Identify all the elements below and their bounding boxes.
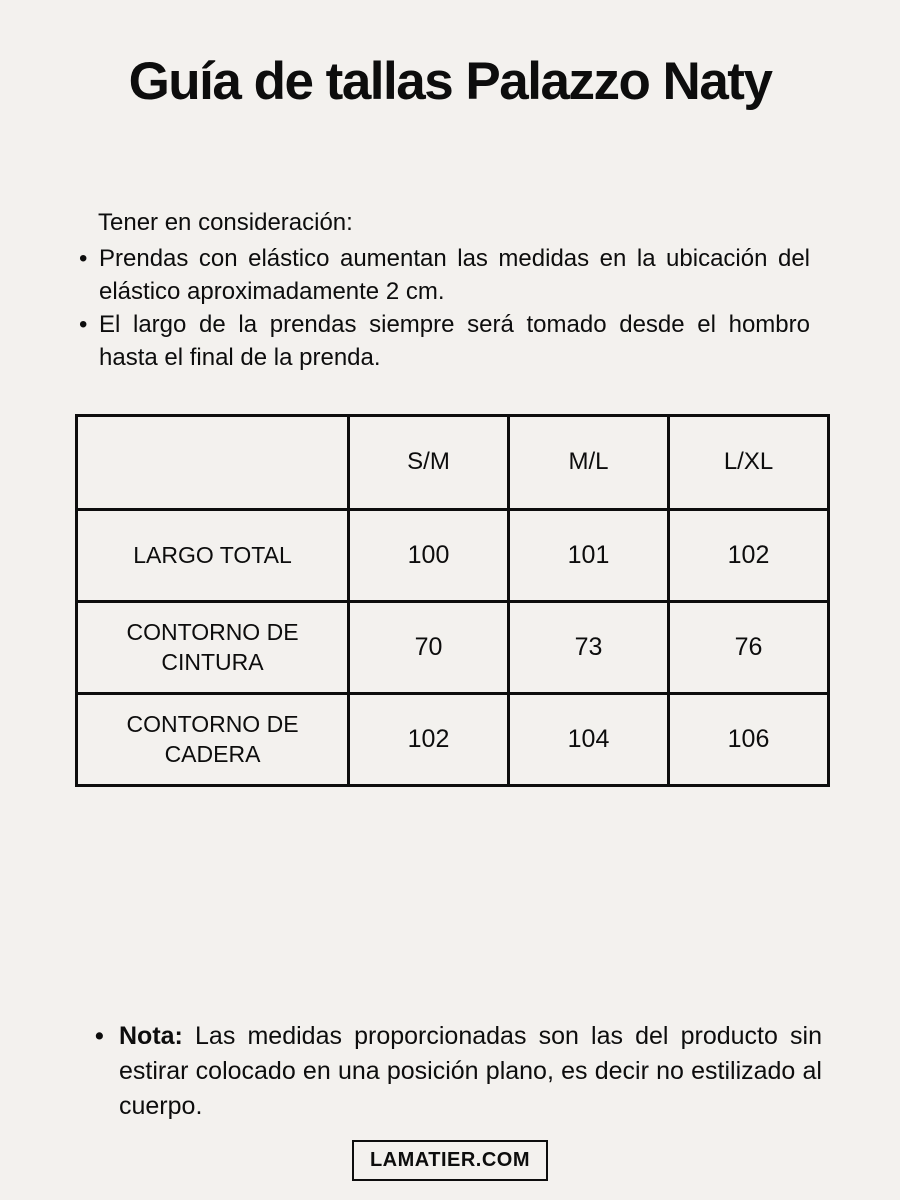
measurement-label-text: LARGO TOTAL [133, 542, 292, 569]
consideration-item [79, 242, 810, 308]
table-row [77, 601, 829, 693]
note-paragraph [95, 1019, 822, 1124]
table-row [77, 693, 829, 785]
considerations-list [79, 242, 810, 374]
bullet-icon: • [79, 310, 88, 338]
size-column-header: L/XL [669, 415, 829, 509]
measurement-value: 102 [669, 509, 829, 601]
size-table-corner-cell [77, 415, 349, 509]
footer [0, 1140, 900, 1181]
bullet-icon: • [79, 244, 88, 272]
measurement-value: 70 [349, 601, 509, 693]
measurement-label [77, 509, 349, 601]
brand-box: LAMATIER.COM [352, 1140, 548, 1181]
consideration-text: El largo de la prendas siempre será tomado desde el hombro hasta el final de la prenda. [99, 310, 810, 371]
size-column-header: S/M [349, 415, 509, 509]
measurement-value: 102 [349, 693, 509, 785]
note-section [95, 1019, 822, 1124]
consideration-text: Prendas con elástico aumentan las medidas en la ubicación del elástico aproximadamente 2 cm. [99, 244, 810, 305]
note-text: Las medidas proporcionadas son las del producto sin estirar colocado en una posición plano, es decir no estilizado al cuerpo. [119, 1021, 822, 1120]
measurement-label-text: CONTORNO DE CADERA [126, 711, 299, 768]
bullet-icon: • [95, 1021, 104, 1050]
size-column-header: M/L [509, 415, 669, 509]
considerations-section [0, 206, 900, 374]
note-label: Nota: [119, 1021, 183, 1050]
consideration-item [79, 308, 810, 374]
measurement-value: 104 [509, 693, 669, 785]
measurement-value: 73 [509, 601, 669, 693]
measurement-value: 100 [349, 509, 509, 601]
measurement-value: 106 [669, 693, 829, 785]
page-title: Guía de tallas Palazzo Naty [128, 52, 772, 111]
measurement-value: 101 [509, 509, 669, 601]
measurement-label-text: CONTORNO DE CINTURA [126, 619, 299, 676]
measurement-label [77, 601, 349, 693]
considerations-heading: Tener en consideración: [98, 208, 353, 236]
table-row [77, 509, 829, 601]
size-table [75, 414, 830, 787]
measurement-label [77, 693, 349, 785]
size-table-header-row [77, 415, 829, 509]
measurement-value: 76 [669, 601, 829, 693]
